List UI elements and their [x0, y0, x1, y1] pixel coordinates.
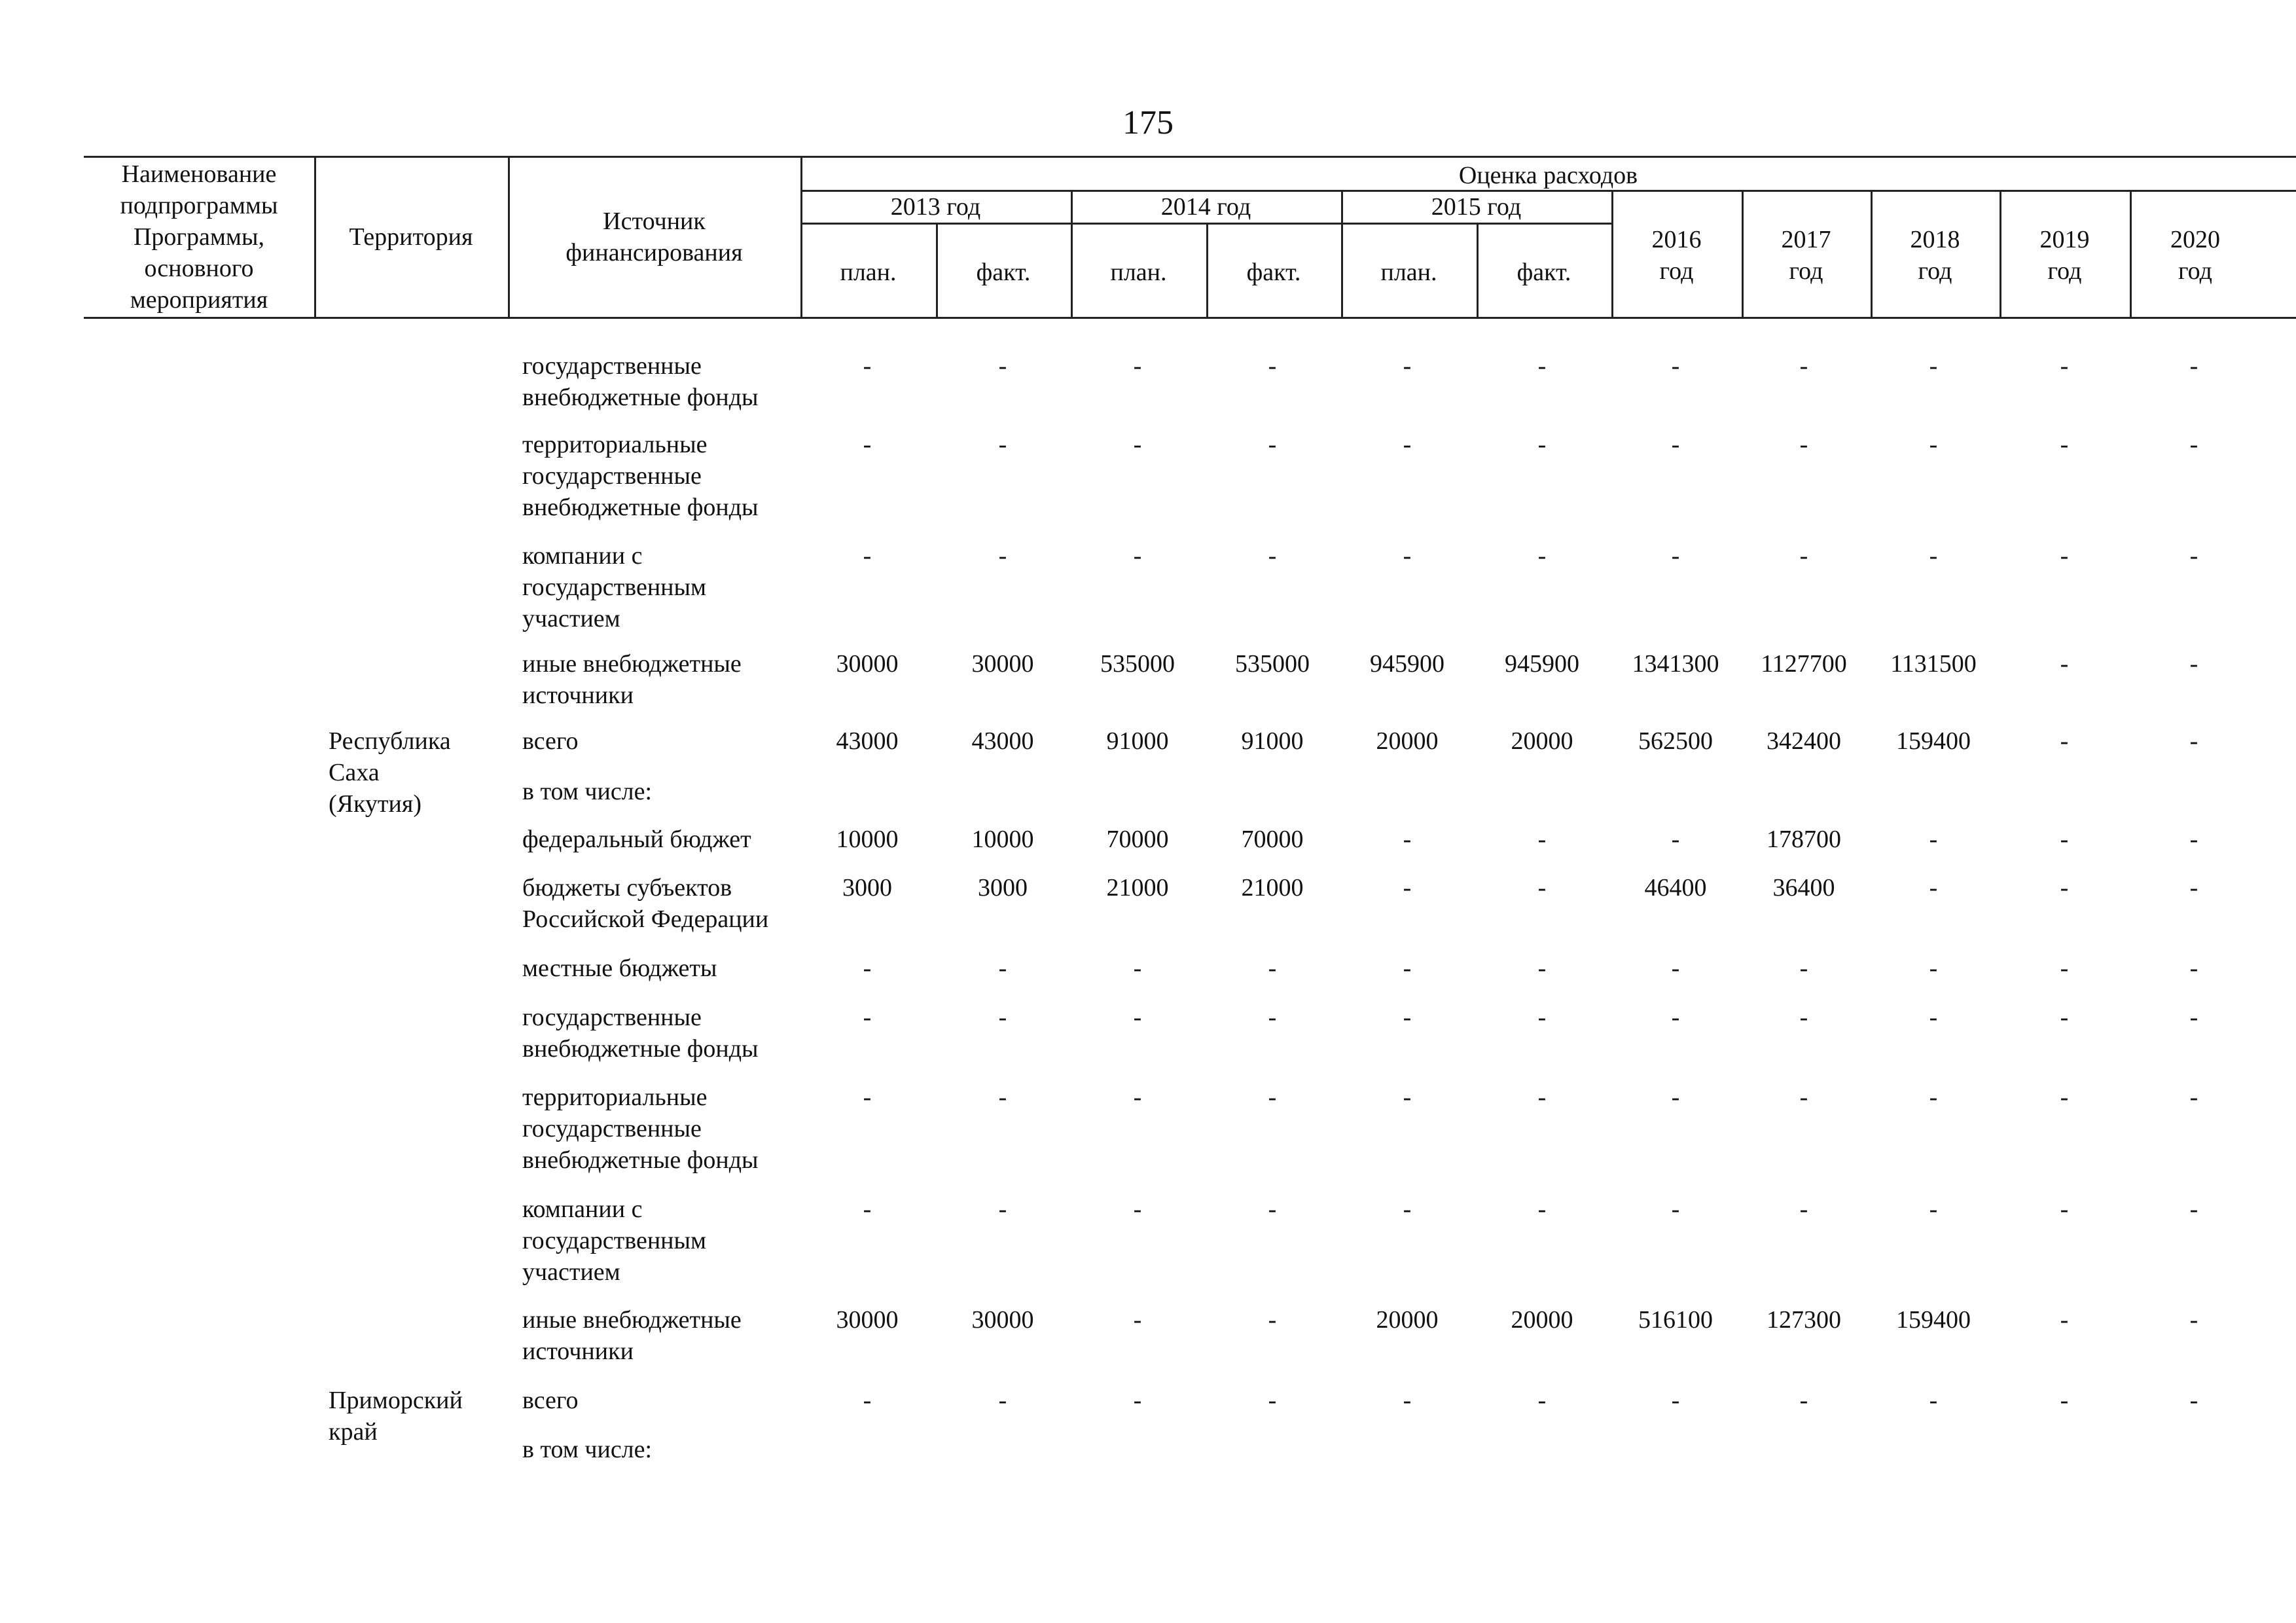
source-text: участием	[522, 1258, 620, 1286]
table-cell-value: -	[2060, 874, 2069, 902]
table-cell-value: -	[1537, 542, 1547, 570]
table-cell-value: -	[1537, 431, 1547, 458]
source-text: иные внебюджетные	[522, 1306, 742, 1334]
table-cell-value: -	[2189, 1004, 2198, 1031]
source-text: источники	[522, 1338, 634, 1365]
table-cell-value: 30000	[836, 1306, 899, 1334]
table-cell-value: -	[998, 1084, 1007, 1111]
table-cell-value: -	[2060, 1387, 2069, 1414]
table-cell-value: -	[1929, 874, 1938, 902]
table-cell-value: 1341300	[1632, 650, 1719, 678]
table-cell-value: 70000	[1241, 826, 1304, 853]
table-cell-value: 10000	[971, 826, 1034, 853]
table-cell-value: -	[1929, 1195, 1938, 1223]
header-year-2014: 2014 год	[1160, 193, 1251, 221]
table-cell-value: -	[2060, 955, 2069, 982]
territory-text: (Якутия)	[329, 790, 422, 818]
table-cell-value: -	[1671, 431, 1680, 458]
table-cell-value: 535000	[1100, 650, 1175, 678]
table-cell-value: -	[863, 352, 872, 380]
header-year-word: год	[2047, 257, 2082, 285]
table-cell-value: 562500	[1638, 727, 1713, 755]
table-cell-value: -	[2060, 1306, 2069, 1334]
header-program-name-line: подпрограммы	[120, 192, 278, 219]
table-cell-value: -	[1268, 1306, 1277, 1334]
table-cell-value: -	[863, 1387, 872, 1414]
header-program-name-line: мероприятия	[130, 286, 268, 314]
header-bottom-line	[84, 317, 2296, 319]
table-cell-value: -	[2189, 727, 2198, 755]
header-program-name-line: Программы,	[133, 223, 265, 251]
table-cell-value: -	[1671, 1004, 1680, 1031]
table-cell-value: -	[1403, 1004, 1412, 1031]
header-top-line	[84, 156, 2296, 158]
source-text: государственные	[522, 1115, 702, 1142]
table-cell-value: -	[2189, 352, 2198, 380]
table-cell-value: -	[1671, 1084, 1680, 1111]
source-text: государственным	[522, 1227, 707, 1254]
table-cell-value: 10000	[836, 826, 899, 853]
header-fact-2015: факт.	[1516, 259, 1571, 286]
header-source-line: Источник	[603, 208, 706, 235]
table-cell-value: -	[2189, 431, 2198, 458]
table-cell-value: -	[1799, 1004, 1808, 1031]
table-cell-value: -	[1403, 874, 1412, 902]
table-cell-value: 20000	[1376, 1306, 1439, 1334]
header-year-number: 2016	[1651, 226, 1702, 253]
header-year-2016	[1611, 224, 1742, 287]
table-cell-value: -	[1403, 1084, 1412, 1111]
table-cell-value: -	[1268, 1004, 1277, 1031]
table-cell-value: -	[1929, 1084, 1938, 1111]
source-text: местные бюджеты	[522, 955, 717, 982]
table-cell-value: 20000	[1511, 727, 1573, 755]
table-cell-value: -	[1799, 1084, 1808, 1111]
table-cell-value: -	[1403, 352, 1412, 380]
table-cell-value: 21000	[1106, 874, 1169, 902]
table-cell-value: -	[2189, 955, 2198, 982]
table-cell-value: -	[1403, 1387, 1412, 1414]
table-cell-value: 43000	[971, 727, 1034, 755]
source-text: территориальные	[522, 1084, 708, 1111]
table-cell-value: -	[1133, 1195, 1142, 1223]
table-cell-value: 21000	[1241, 874, 1304, 902]
territory-text: Республика	[329, 727, 451, 755]
header-year-2019	[2000, 224, 2130, 287]
header-year-word: год	[1789, 257, 1823, 285]
table-cell-value: 159400	[1896, 1306, 1971, 1334]
table-cell-value: 36400	[1772, 874, 1835, 902]
header-year-word: год	[2178, 257, 2212, 285]
source-text: Российской Федерации	[522, 905, 769, 933]
table-cell-value: -	[1133, 1387, 1142, 1414]
table-cell-value: 30000	[971, 650, 1034, 678]
header-year-word: год	[1918, 257, 1952, 285]
table-cell-value: -	[1799, 431, 1808, 458]
table-cell-value: -	[2189, 826, 2198, 853]
table-cell-value: -	[2060, 431, 2069, 458]
territory-text: Саха	[329, 759, 380, 786]
table-cell-value: -	[863, 431, 872, 458]
table-cell-value: -	[1929, 826, 1938, 853]
source-text: компании с	[522, 542, 643, 570]
table-cell-value: -	[863, 955, 872, 982]
header-program-name	[84, 158, 314, 316]
table-cell-value: -	[1929, 955, 1938, 982]
table-cell-value: -	[1537, 826, 1547, 853]
table-cell-value: -	[1268, 1084, 1277, 1111]
header-year-number: 2020	[2170, 226, 2220, 253]
table-cell-value: -	[998, 352, 1007, 380]
table-cell-value: -	[1133, 1004, 1142, 1031]
table-cell-value: 46400	[1644, 874, 1707, 902]
header-program-name-line: основного	[144, 255, 254, 282]
source-text: территориальные	[522, 431, 708, 458]
table-cell-value: -	[998, 542, 1007, 570]
header-year-2018	[1871, 224, 2000, 287]
header-year-number: 2017	[1781, 226, 1831, 253]
territory-text: Приморский	[329, 1387, 463, 1414]
territory-text: край	[329, 1418, 378, 1446]
source-text: всего	[522, 727, 579, 755]
table-cell-value: -	[1268, 352, 1277, 380]
header-source-line: финансирования	[565, 239, 743, 266]
table-cell-value: 91000	[1241, 727, 1304, 755]
table-cell-value: -	[1268, 431, 1277, 458]
table-cell-value: 127300	[1767, 1306, 1841, 1334]
table-cell-value: -	[1268, 542, 1277, 570]
table-cell-value: 20000	[1511, 1306, 1573, 1334]
table-cell-value: 30000	[971, 1306, 1034, 1334]
table-cell-value: -	[1133, 1306, 1142, 1334]
table-cell-value: 945900	[1370, 650, 1444, 678]
source-text: внебюджетные фонды	[522, 1146, 759, 1174]
table-cell-value: 3000	[978, 874, 1028, 902]
table-cell-value: -	[1799, 352, 1808, 380]
header-plan-2015: план.	[1380, 259, 1437, 286]
table-cell-value: -	[1403, 1195, 1412, 1223]
table-cell-value: -	[1537, 352, 1547, 380]
table-cell-value: -	[863, 542, 872, 570]
table-cell-value: -	[1133, 431, 1142, 458]
table-cell-value: 535000	[1235, 650, 1310, 678]
table-cell-value: -	[1403, 542, 1412, 570]
table-cell-value: -	[1133, 1084, 1142, 1111]
table-cell-value: 159400	[1896, 727, 1971, 755]
table-cell-value: 91000	[1106, 727, 1169, 755]
table-cell-value: -	[1133, 955, 1142, 982]
table-cell-value: -	[1799, 955, 1808, 982]
table-cell-value: -	[998, 431, 1007, 458]
header-expense-estimate: Оценка расходов	[1458, 162, 1638, 189]
header-fact-2013: факт.	[976, 259, 1031, 286]
table-cell-value: -	[1133, 352, 1142, 380]
table-cell-value: -	[2060, 727, 2069, 755]
source-text: в том числе:	[522, 778, 653, 805]
table-cell-value: -	[2189, 1306, 2198, 1334]
header-year-word: год	[1659, 257, 1694, 285]
table-cell-value: -	[1133, 542, 1142, 570]
table-cell-value: -	[1268, 955, 1277, 982]
header-year-2015: 2015 год	[1431, 193, 1522, 221]
table-cell-value: 43000	[836, 727, 899, 755]
table-cell-value: 945900	[1505, 650, 1579, 678]
table-cell-value: -	[863, 1084, 872, 1111]
header-source	[508, 206, 800, 268]
table-cell-value: -	[2060, 542, 2069, 570]
header-program-name-line: Наименование	[121, 160, 277, 188]
table-cell-value: -	[1929, 431, 1938, 458]
table-cell-value: -	[1671, 1195, 1680, 1223]
table-cell-value: -	[1799, 542, 1808, 570]
table-cell-value: -	[2060, 826, 2069, 853]
table-cell-value: -	[2189, 1387, 2198, 1414]
table-cell-value: -	[2060, 1195, 2069, 1223]
source-text: источники	[522, 682, 634, 709]
table-cell-value: -	[2060, 352, 2069, 380]
page-number: 175	[1122, 104, 1174, 141]
table-cell-value: 516100	[1638, 1306, 1713, 1334]
source-text: внебюджетные фонды	[522, 494, 759, 521]
table-cell-value: -	[1929, 1387, 1938, 1414]
table-cell-value: 30000	[836, 650, 899, 678]
source-text: государственные	[522, 1004, 702, 1031]
table-cell-value: -	[1799, 1195, 1808, 1223]
table-cell-value: -	[1929, 352, 1938, 380]
table-cell-value: -	[2189, 1084, 2198, 1111]
source-text: в том числе:	[522, 1436, 653, 1463]
table-cell-value: -	[1671, 1387, 1680, 1414]
source-text: компании с	[522, 1195, 643, 1223]
source-text: внебюджетные фонды	[522, 384, 759, 411]
header-year-2020	[2130, 224, 2261, 287]
header-year-2017	[1742, 224, 1871, 287]
table-cell-value: -	[1537, 874, 1547, 902]
header-year-number: 2018	[1910, 226, 1960, 253]
table-cell-value: 178700	[1767, 826, 1841, 853]
table-cell-value: -	[1537, 1084, 1547, 1111]
source-text: всего	[522, 1387, 579, 1414]
source-text: государственным	[522, 574, 707, 601]
source-text: государственные	[522, 462, 702, 490]
table-cell-value: -	[863, 1004, 872, 1031]
table-cell-value: 1127700	[1761, 650, 1847, 678]
table-cell-value: -	[1537, 1195, 1547, 1223]
source-text: участием	[522, 605, 620, 632]
table-cell-value: 20000	[1376, 727, 1439, 755]
source-text: государственные	[522, 352, 702, 380]
header-fact-2014: факт.	[1246, 259, 1301, 286]
table-cell-value: -	[998, 955, 1007, 982]
table-cell-value: -	[1671, 352, 1680, 380]
table-cell-value: -	[998, 1387, 1007, 1414]
source-text: бюджеты субъектов	[522, 874, 732, 902]
table-cell-value: -	[1799, 1387, 1808, 1414]
header-year-number: 2019	[2039, 226, 2090, 253]
table-cell-value: -	[1671, 826, 1680, 853]
header-year-2013: 2013 год	[890, 193, 981, 221]
table-cell-value: -	[1929, 1004, 1938, 1031]
table-cell-value: 342400	[1767, 727, 1841, 755]
table-cell-value: -	[1268, 1195, 1277, 1223]
table-cell-value: -	[1403, 955, 1412, 982]
table-cell-value: -	[2060, 1004, 2069, 1031]
table-cell-value: -	[2189, 874, 2198, 902]
table-cell-value: -	[998, 1195, 1007, 1223]
table-cell-value: -	[1671, 542, 1680, 570]
header-plan-2013: план.	[840, 259, 897, 286]
header-territory: Территория	[349, 223, 473, 251]
table-cell-value: -	[998, 1004, 1007, 1031]
table-cell-value: -	[2060, 1084, 2069, 1111]
table-cell-value: -	[2189, 1195, 2198, 1223]
header-plan-2014: план.	[1110, 259, 1167, 286]
table-cell-value: -	[863, 1195, 872, 1223]
table-cell-value: 1131500	[1890, 650, 1977, 678]
table-cell-value: 70000	[1106, 826, 1169, 853]
table-cell-value: -	[1268, 1387, 1277, 1414]
table-cell-value: 3000	[842, 874, 892, 902]
table-cell-value: -	[1403, 431, 1412, 458]
source-text: федеральный бюджет	[522, 826, 751, 853]
table-cell-value: -	[2189, 650, 2198, 678]
table-cell-value: -	[2189, 542, 2198, 570]
table-cell-value: -	[1929, 542, 1938, 570]
source-text: внебюджетные фонды	[522, 1035, 759, 1063]
table-cell-value: -	[1403, 826, 1412, 853]
table-cell-value: -	[2060, 650, 2069, 678]
table-cell-value: -	[1671, 955, 1680, 982]
table-cell-value: -	[1537, 955, 1547, 982]
table-cell-value: -	[1537, 1387, 1547, 1414]
source-text: иные внебюджетные	[522, 650, 742, 678]
table-cell-value: -	[1537, 1004, 1547, 1031]
